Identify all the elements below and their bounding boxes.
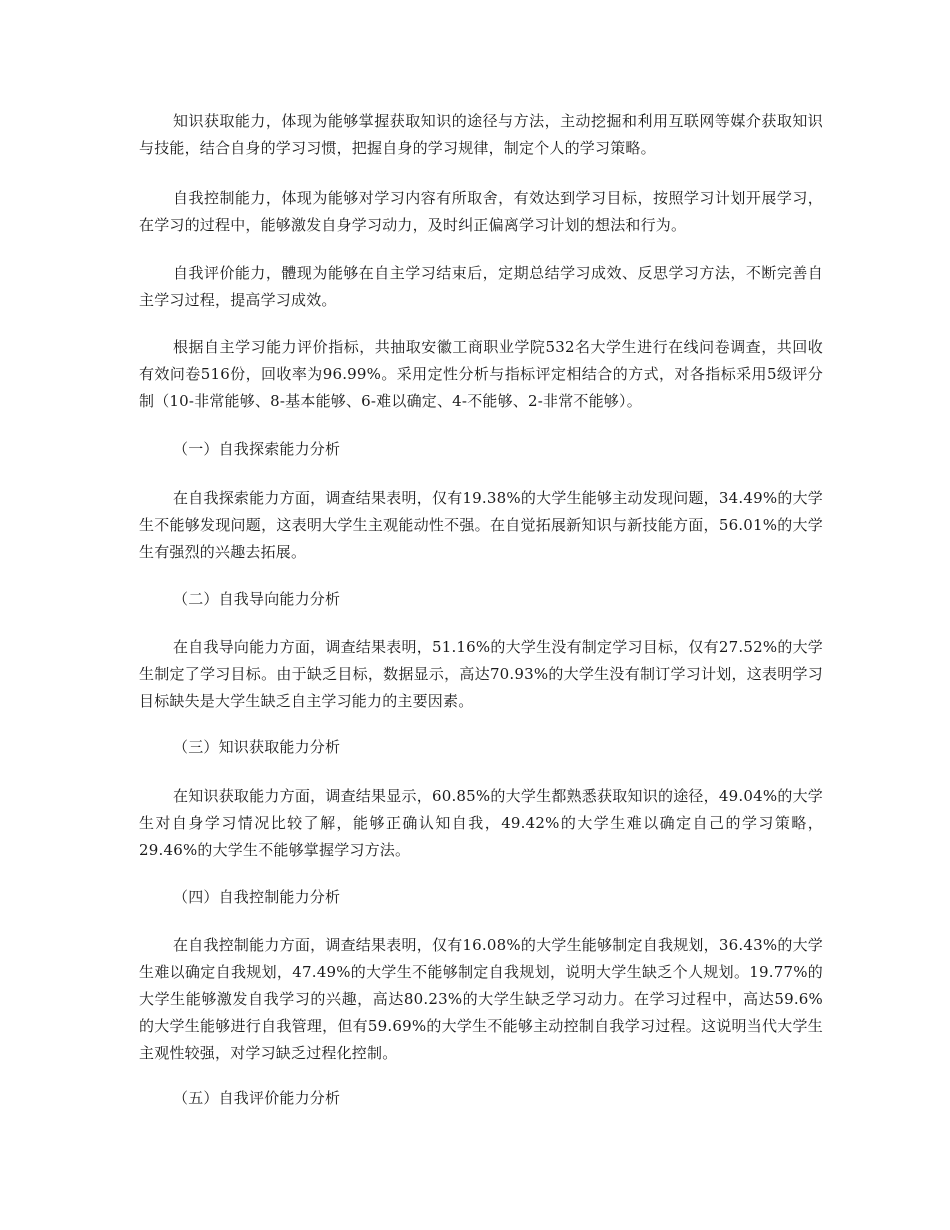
section-heading-3: （三）知识获取能力分析 <box>173 738 341 756</box>
section-heading-5: （五）自我评价能力分析 <box>173 1089 341 1107</box>
section-heading-1: （一）自我探索能力分析 <box>173 440 341 458</box>
paragraph-knowledge-acquisition: 知识获取能力，体现为能够掌握获取知识的途径与方法，主动挖掘和利用互联网等媒介获取知识与技能，结合自身的学习习惯，把握自身的学习规律，制定个人的学习策略。 <box>139 112 823 157</box>
paragraph-survey-method: 根据自主学习能力评价指标，共抽取安徽工商职业学院532名大学生进行在线问卷调查，共回收有效问卷516份，回收率为96.99%。采用定性分析与指标评定相结合的方式，对各指标采用5级评分制（10-非常能够、8-基本能够、6-难以确定、4-不能够、2-非常不能够）。 <box>139 338 823 410</box>
paragraph-knowledge-acquisition-analysis: 在知识获取能力方面，调查结果显示，60.85%的大学生都熟悉获取知识的途径，49.04%的大学生对自身学习情况比较了解，能够正确认知自我，49.42%的大学生难以确定自己的学习策略，29.46%的大学生不能够掌握学习方法。 <box>139 787 823 859</box>
paragraph-self-direction-analysis: 在自我导向能力方面，调查结果表明，51.16%的大学生没有制定学习目标，仅有27.52%的大学生制定了学习目标。由于缺乏目标，数据显示，高达70.93%的大学生没有制订学习计划，这表明学习目标缺失是大学生缺乏自主学习能力的主要因素。 <box>139 638 823 710</box>
section-heading-2: （二）自我导向能力分析 <box>173 590 341 608</box>
section-heading-4: （四）自我控制能力分析 <box>173 888 341 906</box>
paragraph-self-control: 自我控制能力，体现为能够对学习内容有所取舍，有效达到学习目标，按照学习计划开展学习，在学习的过程中，能够激发自身学习动力，及时纠正偏离学习计划的想法和行为。 <box>139 189 823 234</box>
paragraph-self-control-analysis: 在自我控制能力方面，调查结果表明，仅有16.08%的大学生能够制定自我规划，36.43%的大学生难以确定自我规划，47.49%的大学生不能够制定自我规划，说明大学生缺乏个人规划。19.77%的大学生能够激发自我学习的兴趣，高达80.23%的大学生缺乏学习动力。在学习过程中，高达59.6%的大学生能够进行自我管理，但有59.69%的大学生不能够主动控制自我学习过程。这说明当代大学生主观性较强，对学习缺乏过程化控制。 <box>139 936 823 1062</box>
paragraph-self-exploration-analysis: 在自我探索能力方面，调查结果表明，仅有19.38%的大学生能够主动发现问题，34.49%的大学生不能够发现问题，这表明大学生主观能动性不强。在自觉拓展新知识与新技能方面，56.01%的大学生有强烈的兴趣去拓展。 <box>139 489 823 561</box>
paragraph-self-evaluation: 自我评价能力，體现为能够在自主学习结束后，定期总结学习成效、反思学习方法，不断完善自主学习过程，提高学习成效。 <box>139 264 823 309</box>
